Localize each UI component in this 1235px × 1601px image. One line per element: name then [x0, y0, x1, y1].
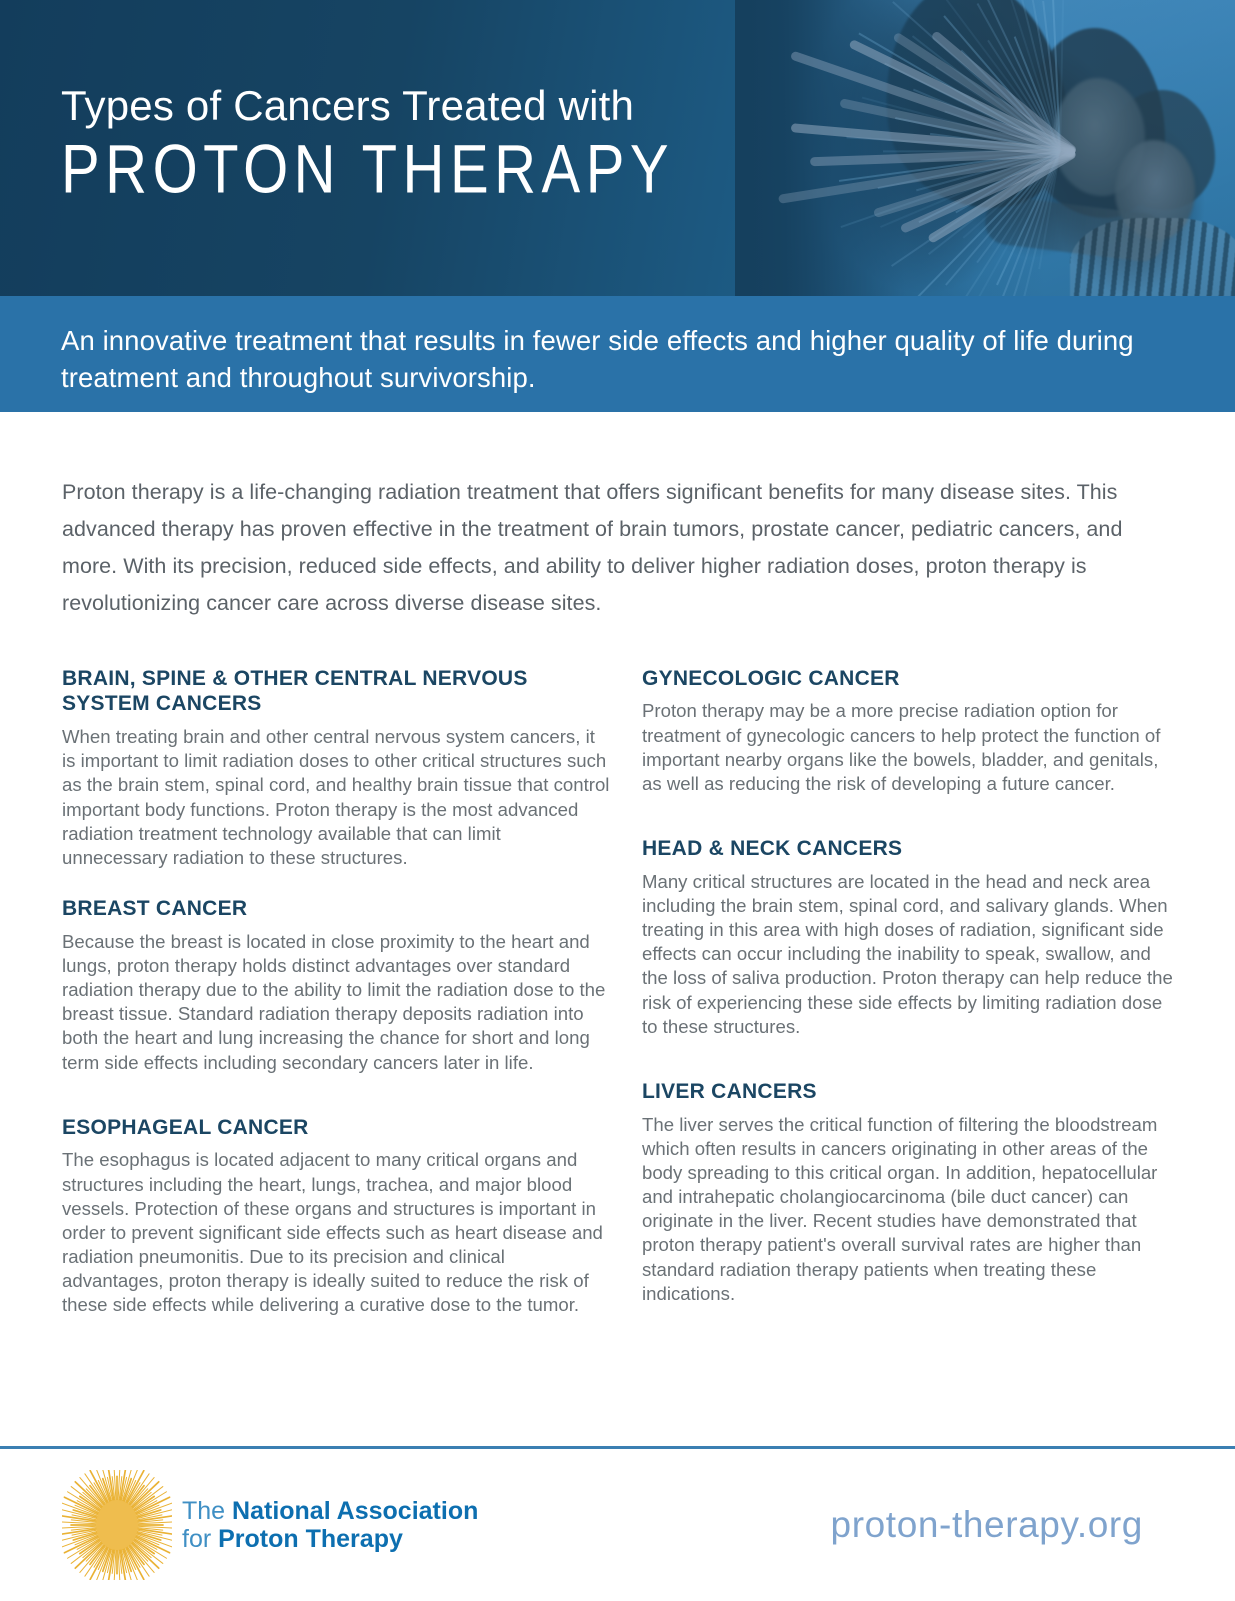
page-footer — [0, 1446, 1235, 1601]
left-column — [62, 666, 629, 1344]
section-body: The liver serves the critical function of filtering the bloodstream which often results in cancers originating in other areas of the body spreading to this critical organ. In addition, hepatocellular and intrahepatic cholangiocarcinoma (bile duct cancer) can originate in the liver. Recent studies have demonstrated that proton therapy patient's overall survival rates are higher than standard radiation therapy patients when treating these indications. — [641, 1113, 1158, 1304]
section-body: The esophagus is located adjacent to many critical organs and structures including the heart, lungs, trachea, and major blood vessels. Protection of these organs and structures is important in order to prevent significant side effects such as heart disease and radiation pneumonitis. Due to its precision and clinical advantages, proton therapy is ideally suited to reduce the risk of these side effects while delivering a curative dose to the tumor. — [62, 1149, 603, 1316]
section-heading: HEAD & NECK CANCERS — [641, 837, 903, 861]
section-esophageal-cancer — [62, 1115, 611, 1318]
page-header — [0, 0, 1235, 296]
main-content — [0, 474, 1235, 1344]
section-liver-cancers — [642, 1079, 1173, 1306]
page-title-line-1: Types of Cancers Treated with — [61, 82, 635, 129]
subhead-banner — [0, 296, 1235, 412]
page-title-line-2: PROTON THERAPY — [61, 131, 675, 208]
section-gynecologic-cancer — [642, 666, 1173, 796]
section-heading: LIVER CANCERS — [641, 1079, 817, 1103]
website-url[interactable]: proton-therapy.org — [830, 1504, 1143, 1545]
section-body: Many critical structures are located in the head and neck area including the brain stem, spinal cord, and salivary glands. When treating in this area with high doses of radiation, significant side effects can occur including the inability to speak, swallow, and the loss of saliva production. Proton therapy can help reduce the risk of experiencing these side effects by limiting radiation dose to these structures. — [641, 870, 1173, 1037]
logo-line1-bold: National Association — [232, 1496, 479, 1525]
logo-line1-light: The — [182, 1496, 233, 1525]
section-body: Because the breast is located in close proximity to the heart and lungs, proton therapy holds distinct advantages over standard radiation therapy due to the ability to limit the radiation dose to the breast tissue. Standard radiation therapy deposits radiation into both the heart and lung increasing the chance for short and long term side effects including secondary cancers later in life. — [62, 930, 606, 1073]
header-title — [61, 82, 675, 208]
section-breast-cancer — [62, 896, 611, 1075]
intro-paragraph: Proton therapy is a life-changing radiation treatment that offers significant benefits for many disease sites. This advanced therapy has proven effective in the treatment of brain tumors, prostate cancer, pediatric cancers, and more. With its precision, reduced side effects, and ability to deliver higher radiation doses, proton therapy is revolutionizing cancer care across diverse disease sites. — [62, 480, 1123, 615]
logo-line2-bold: Proton Therapy — [218, 1525, 403, 1553]
section-head-neck-cancers — [642, 836, 1173, 1039]
organization-logo[interactable] — [62, 1470, 478, 1580]
section-heading: BREAST CANCER — [62, 897, 248, 921]
header-photo — [735, 0, 1235, 296]
section-heading: ESOPHAGEAL CANCER — [62, 1115, 309, 1139]
section-body: When treating brain and other central nervous system cancers, it is important to limit radiation doses to other critical structures such as the brain stem, spinal cord, and healthy brain tissue that control important body functions. Proton therapy is the most advanced radiation treatment technology available that can limit unnecessary radiation to these structures. — [62, 726, 610, 868]
section-brain-spine-cns — [62, 666, 611, 870]
sunburst-icon — [62, 1470, 172, 1580]
section-heading: GYNECOLOGIC CANCER — [641, 666, 900, 690]
right-column — [629, 666, 1173, 1344]
logo-wordmark — [182, 1497, 478, 1554]
section-heading: BRAIN, SPINE & OTHER CENTRAL NERVOUS SYSTEM CANCERS — [62, 666, 528, 716]
two-column-layout — [62, 666, 1173, 1344]
section-body: Proton therapy may be a more precise radiation option for treatment of gynecologic cancers to help protect the function of important nearby organs like the bowels, bladder, and genitals, as well as reducing the risk of developing a future cancer. — [641, 700, 1161, 794]
subhead-text: An innovative treatment that results in fewer side effects and higher quality of life during treatment and throughout survivorship. — [61, 325, 1134, 394]
logo-line2-light: for — [182, 1525, 219, 1553]
photo-left-fade — [735, 0, 1235, 296]
